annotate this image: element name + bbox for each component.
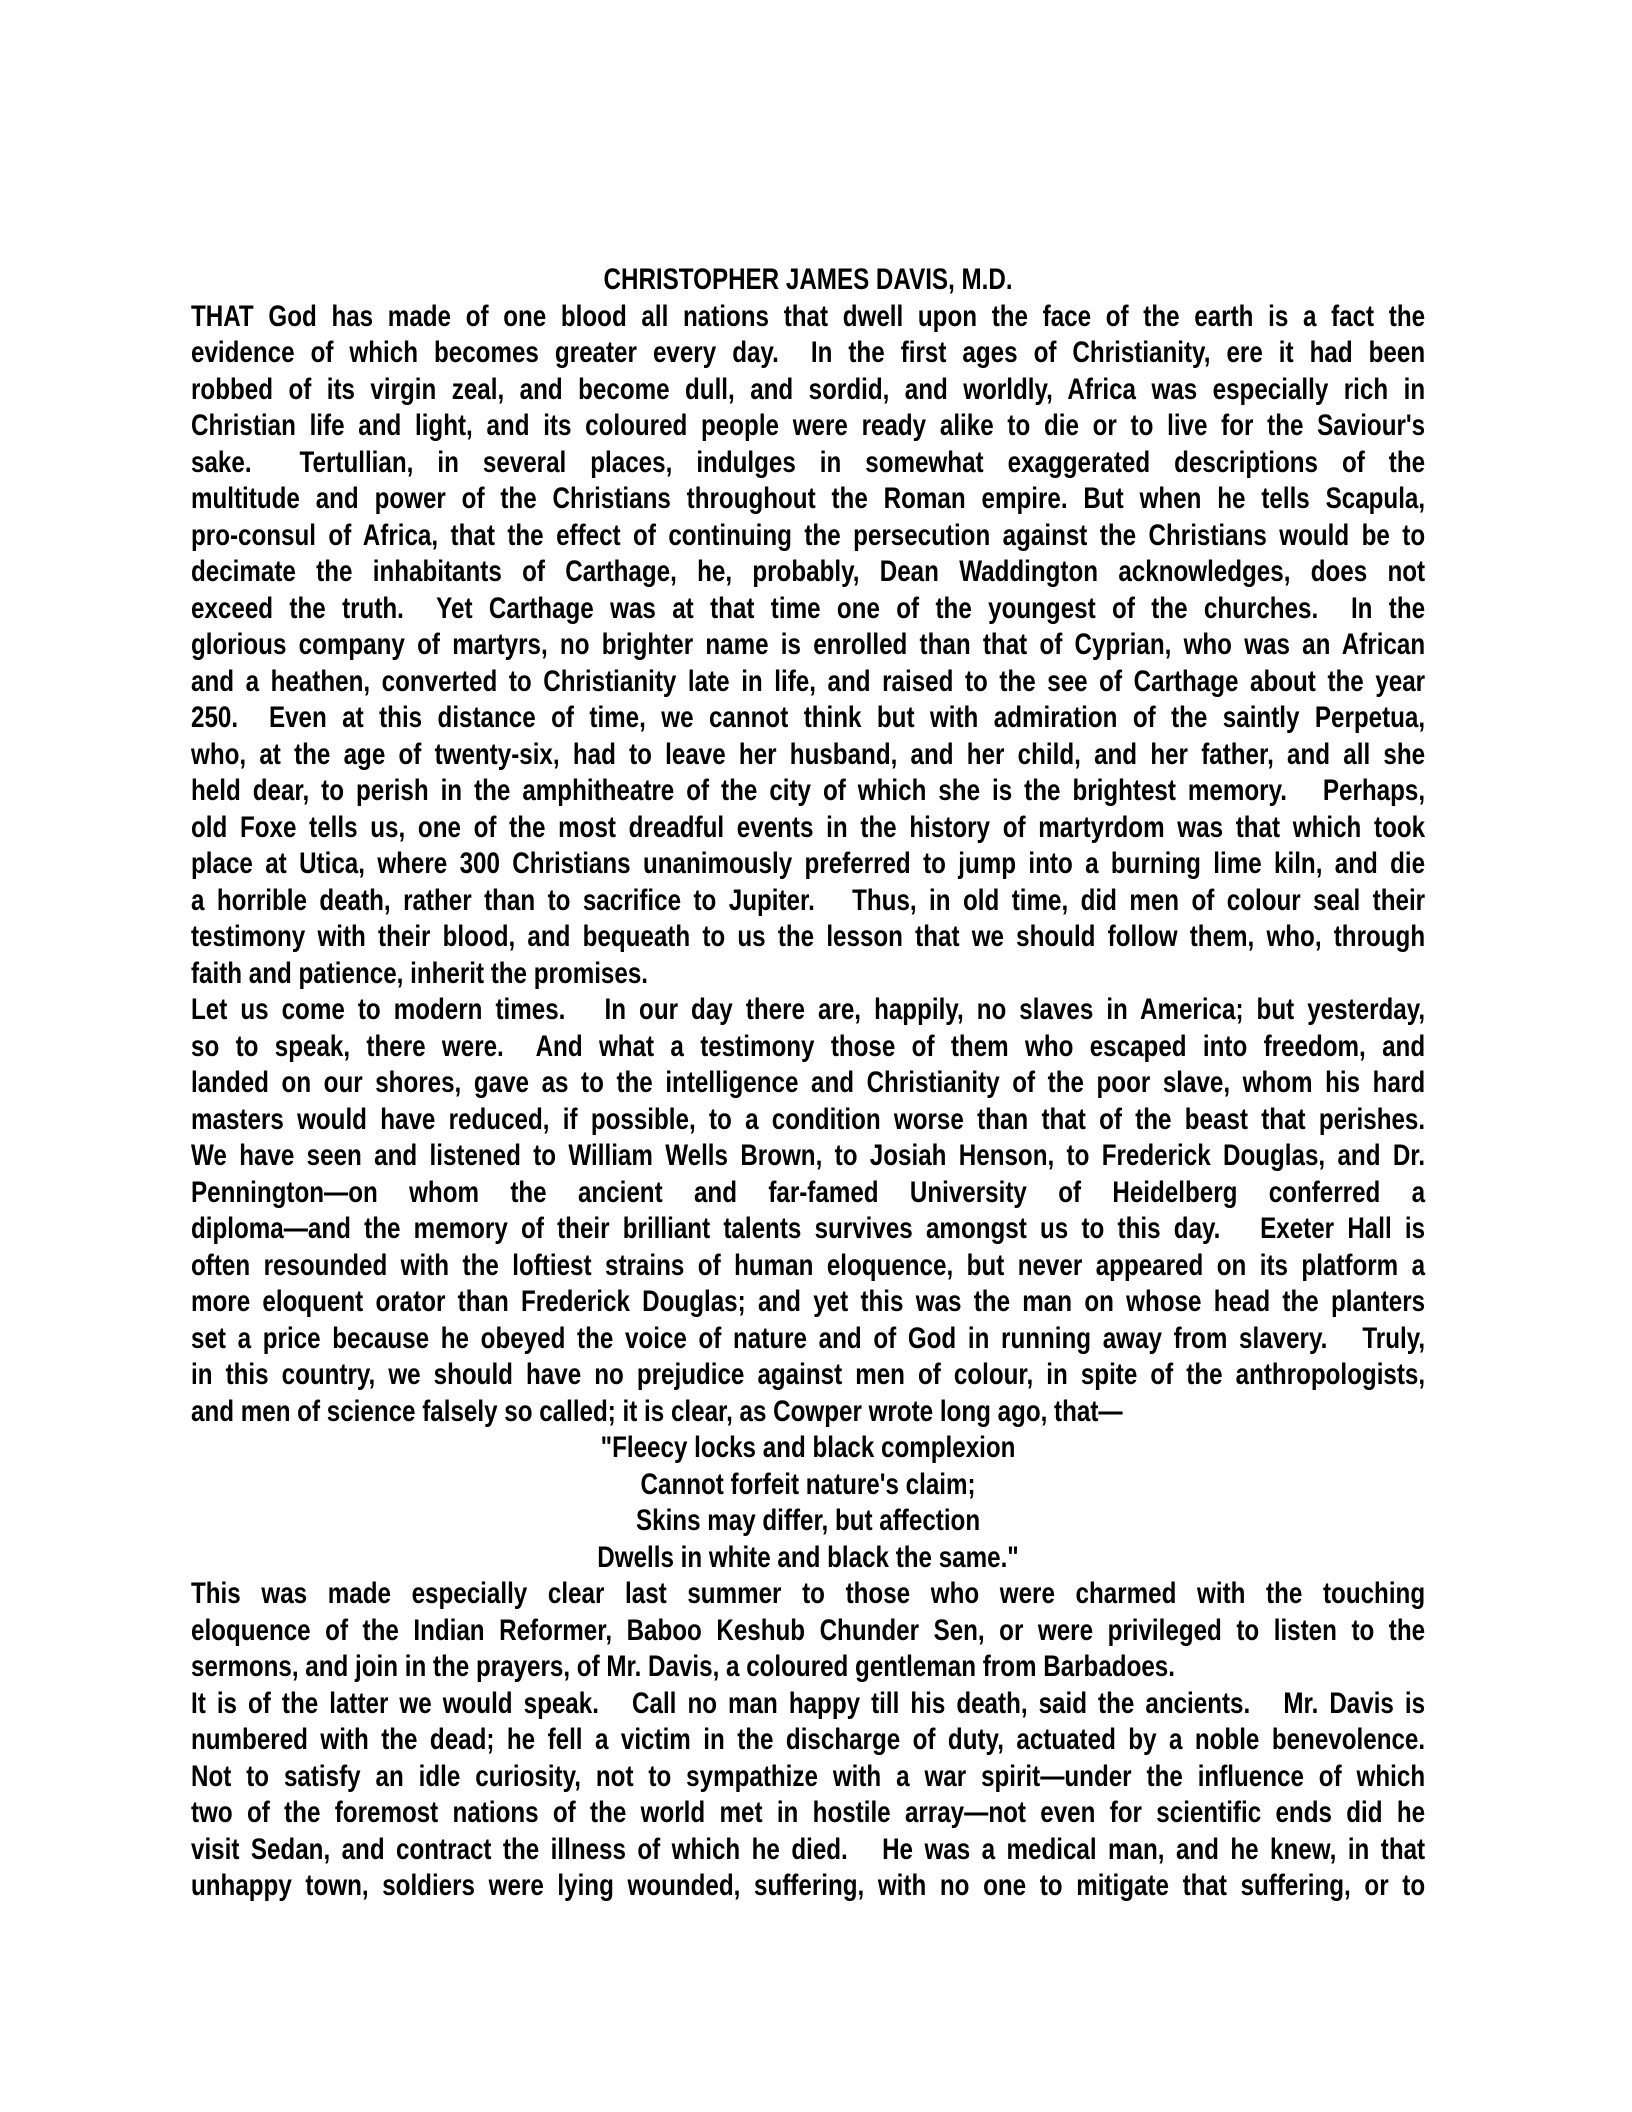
text-line: held dear, to perish in the amphitheatre of the city of which she is the brightest memory. Perhaps, (191, 774, 1426, 807)
text-line: Not to satisfy an idle curiosity, not to sympathize with a war spirit—under the influence of which (191, 1759, 1426, 1793)
text-line: THAT God has made of one blood all nations that dwell upon the face of the earth is a fact the (191, 299, 1426, 333)
text-line: Christian life and light, and its coloured people were ready alike to die or to live for the Saviour's (191, 409, 1426, 442)
text-line: and men of science falsely so called; it is clear, as Cowper wrote long ago, that— (191, 1394, 1123, 1428)
text-line: exceed the truth. Yet Carthage was at that time one of the youngest of the churches. In the (191, 591, 1426, 625)
text-line: Pennington—on whom the ancient and far-famed University of Heidelberg conferred a (191, 1175, 1426, 1209)
text-line: masters would have reduced, if possible, to a condition worse than that of the beast that perishes. (191, 1102, 1426, 1136)
text-line: so to speak, there were. And what a testimony those of them who escaped into freedom, and (191, 1029, 1426, 1063)
paragraph-4 (191, 1686, 1425, 1905)
paragraph-3 (191, 1576, 1425, 1686)
text-line: sake. Tertullian, in several places, indulges in somewhat exaggerated descriptions of the (191, 445, 1426, 479)
poem-line: Cannot forfeit nature's claim; (640, 1467, 976, 1501)
text-line: numbered with the dead; he fell a victim in the discharge of duty, actuated by a noble benevolence. (191, 1723, 1426, 1756)
text-line: who, at the age of twenty-six, had to leave her husband, and her child, and her father, and all she (191, 737, 1426, 771)
text-line: old Foxe tells us, one of the most dreadful events in the history of martyrdom was that which took (191, 810, 1426, 844)
text-line: landed on our shores, gave as to the intelligence and Christianity of the poor slave, whom his hard (191, 1066, 1426, 1099)
text-line: decimate the inhabitants of Carthage, he, probably, Dean Waddington acknowledges, does not (191, 555, 1426, 588)
text-line: unhappy town, soldiers were lying wounded, suffering, with no one to mitigate that suffering, or to (191, 1869, 1426, 1902)
document-title: CHRISTOPHER JAMES DAVIS, M.D. (603, 263, 1013, 296)
poem-line: Skins may differ, but affection (635, 1504, 981, 1537)
text-line: It is of the latter we would speak. Call no man happy till his death, said the ancients. Mr. Davis is (191, 1686, 1426, 1720)
text-line: faith and patience, inherit the promises. (191, 956, 649, 990)
document-page (191, 262, 1425, 1905)
text-line: We have seen and listened to William Wells Brown, to Josiah Henson, to Frederick Douglas, and Dr. (191, 1139, 1426, 1172)
text-line: diploma—and the memory of their brilliant talents survives amongst us to this day. Exeter Hall is (191, 1212, 1426, 1245)
text-line: glorious company of martyrs, no brighter name is enrolled than that of Cyprian, who was an African (191, 628, 1426, 661)
text-line: in this country, we should have no prejudice against men of colour, in spite of the anthropologists, (191, 1358, 1426, 1391)
paragraph-1 (191, 299, 1425, 993)
text-line: This was made especially clear last summer to those who were charmed with the touching (191, 1577, 1426, 1610)
text-line: Let us come to modern times. In our day there are, happily, no slaves in America; but yesterday, (191, 993, 1426, 1026)
text-line: evidence of which becomes greater every day. In the first ages of Christianity, ere it had been (191, 336, 1426, 369)
text-line: more eloquent orator than Frederick Douglas; and yet this was the man on whose head the planters (191, 1285, 1426, 1318)
text-line: two of the foremost nations of the world met in hostile array—not even for scientific ends did he (191, 1796, 1426, 1829)
text-line: robbed of its virgin zeal, and become dull, and sordid, and worldly, Africa was especially rich in (191, 372, 1426, 406)
text-line: eloquence of the Indian Reformer, Baboo Keshub Chunder Sen, or were privileged to listen to the (191, 1613, 1426, 1647)
text-line: often resounded with the loftiest strains of human eloquence, but never appeared on its platform a (191, 1248, 1426, 1282)
text-line: testimony with their blood, and bequeath to us the lesson that we should follow them, who, through (191, 920, 1426, 953)
text-line: 250. Even at this distance of time, we cannot think but with admiration of the saintly Perpetua, (191, 701, 1426, 734)
poem-line: "Fleecy locks and black complexion (600, 1431, 1016, 1464)
poem-line: Dwells in white and black the same." (597, 1540, 1019, 1574)
text-line: and a heathen, converted to Christianity late in life, and raised to the see of Carthage about the year (191, 664, 1426, 698)
text-line: a horrible death, rather than to sacrifice to Jupiter. Thus, in old time, did men of colour seal their (191, 883, 1426, 917)
poem-quote (191, 1430, 1425, 1576)
text-line: place at Utica, where 300 Christians unanimously preferred to jump into a burning lime kiln, and die (191, 847, 1426, 880)
text-line: multitude and power of the Christians throughout the Roman empire. But when he tells Scapula, (191, 482, 1426, 515)
text-line: visit Sedan, and contract the illness of which he died. He was a medical man, and he knew, in that (191, 1832, 1426, 1866)
text-line: set a price because he obeyed the voice of nature and of God in running away from slavery. Truly, (191, 1321, 1426, 1355)
text-line: sermons, and join in the prayers, of Mr. Davis, a coloured gentleman from Barbadoes. (191, 1650, 1175, 1683)
paragraph-2 (191, 992, 1425, 1430)
text-line: pro-consul of Africa, that the effect of continuing the persecution against the Christians would be to (191, 518, 1426, 552)
